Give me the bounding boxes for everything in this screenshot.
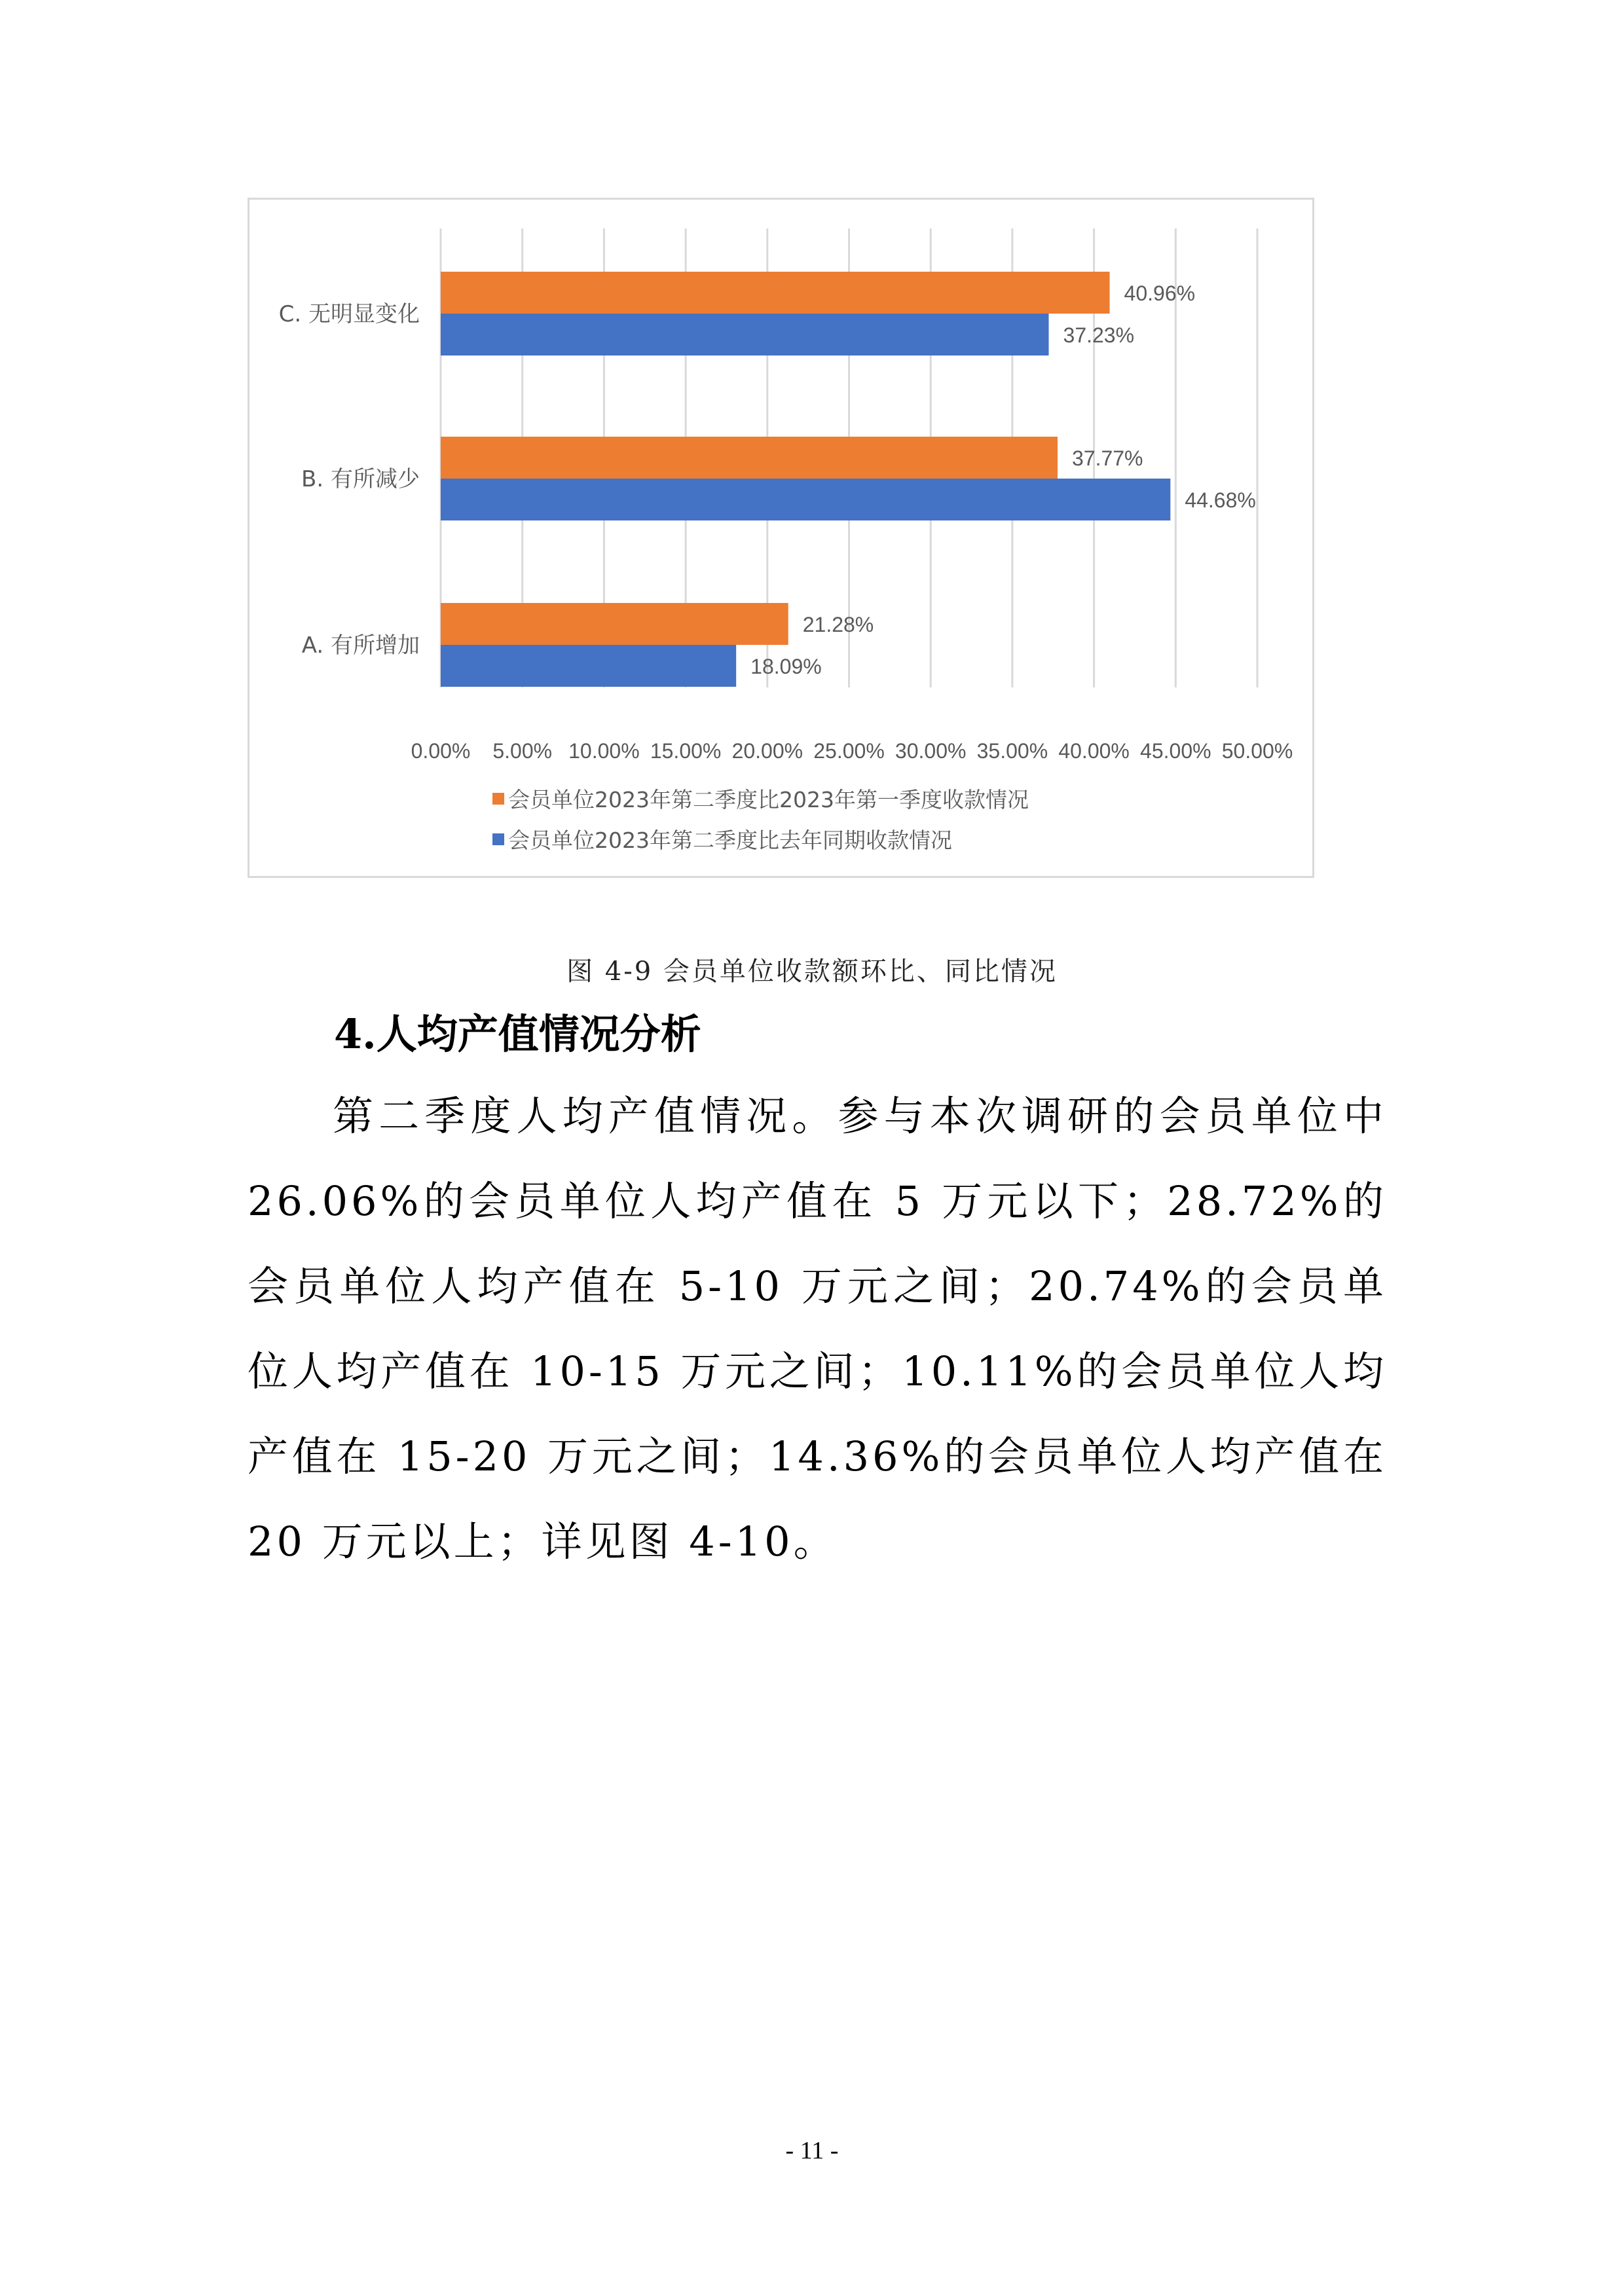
x-tick-label: 10.00% — [568, 739, 640, 763]
category-label: B. 有所减少 — [301, 466, 420, 492]
page-number: - 11 - — [785, 2137, 839, 2164]
x-tick-label: 5.00% — [492, 739, 553, 763]
x-tick-label: 45.00% — [1140, 739, 1211, 763]
bar — [441, 603, 788, 645]
bar — [441, 645, 736, 687]
bar — [441, 272, 1110, 314]
data-label: 37.77% — [1071, 446, 1143, 470]
figure-caption: 图 4-9 会员单位收款额环比、同比情况 — [566, 957, 1058, 987]
x-tick-label: 30.00% — [895, 739, 967, 763]
data-label: 40.96% — [1124, 282, 1196, 305]
legend-swatch — [492, 833, 504, 845]
x-tick-label: 35.00% — [976, 739, 1048, 763]
section-heading: 4.人均产值情况分析 — [334, 1010, 701, 1058]
data-label: 37.23% — [1063, 323, 1135, 347]
legend-label: 会员单位2023年第二季度比去年同期收款情况 — [508, 828, 952, 853]
legend-swatch — [492, 793, 504, 805]
bar — [441, 314, 1049, 355]
bar — [441, 437, 1058, 479]
chart-svg — [249, 200, 1312, 876]
data-label: 18.09% — [750, 655, 822, 678]
category-label: A. 有所增加 — [301, 632, 420, 659]
x-tick-label: 50.00% — [1221, 739, 1293, 763]
x-tick-label: 0.00% — [411, 739, 471, 763]
bar — [441, 479, 1170, 520]
x-tick-label: 40.00% — [1058, 739, 1130, 763]
bar-chart — [248, 198, 1314, 878]
x-tick-label: 25.00% — [813, 739, 885, 763]
x-tick-label: 15.00% — [650, 739, 722, 763]
body-paragraph: 第二季度人均产值情况。参与本次调研的会员单位中26.06%的会员单位人均产值在 5 万元以下；28.72%的会员单位人均产值在 5-10 万元之间；20.74%的会员单位人均产值在 10-15 万元之间；10.11%的会员单位人均产值在 15-20 万元之间；14.36%的会员单位人均产值在 20 万元以上；详见图 4-10。 — [248, 1092, 1387, 1565]
x-tick-label: 20.00% — [731, 739, 803, 763]
legend-label: 会员单位2023年第二季度比2023年第一季度收款情况 — [508, 787, 1029, 812]
data-label: 44.68% — [1185, 488, 1256, 512]
category-label: C. 无明显变化 — [278, 301, 420, 327]
body-text — [248, 1074, 1387, 1584]
data-label: 21.28% — [802, 613, 874, 636]
